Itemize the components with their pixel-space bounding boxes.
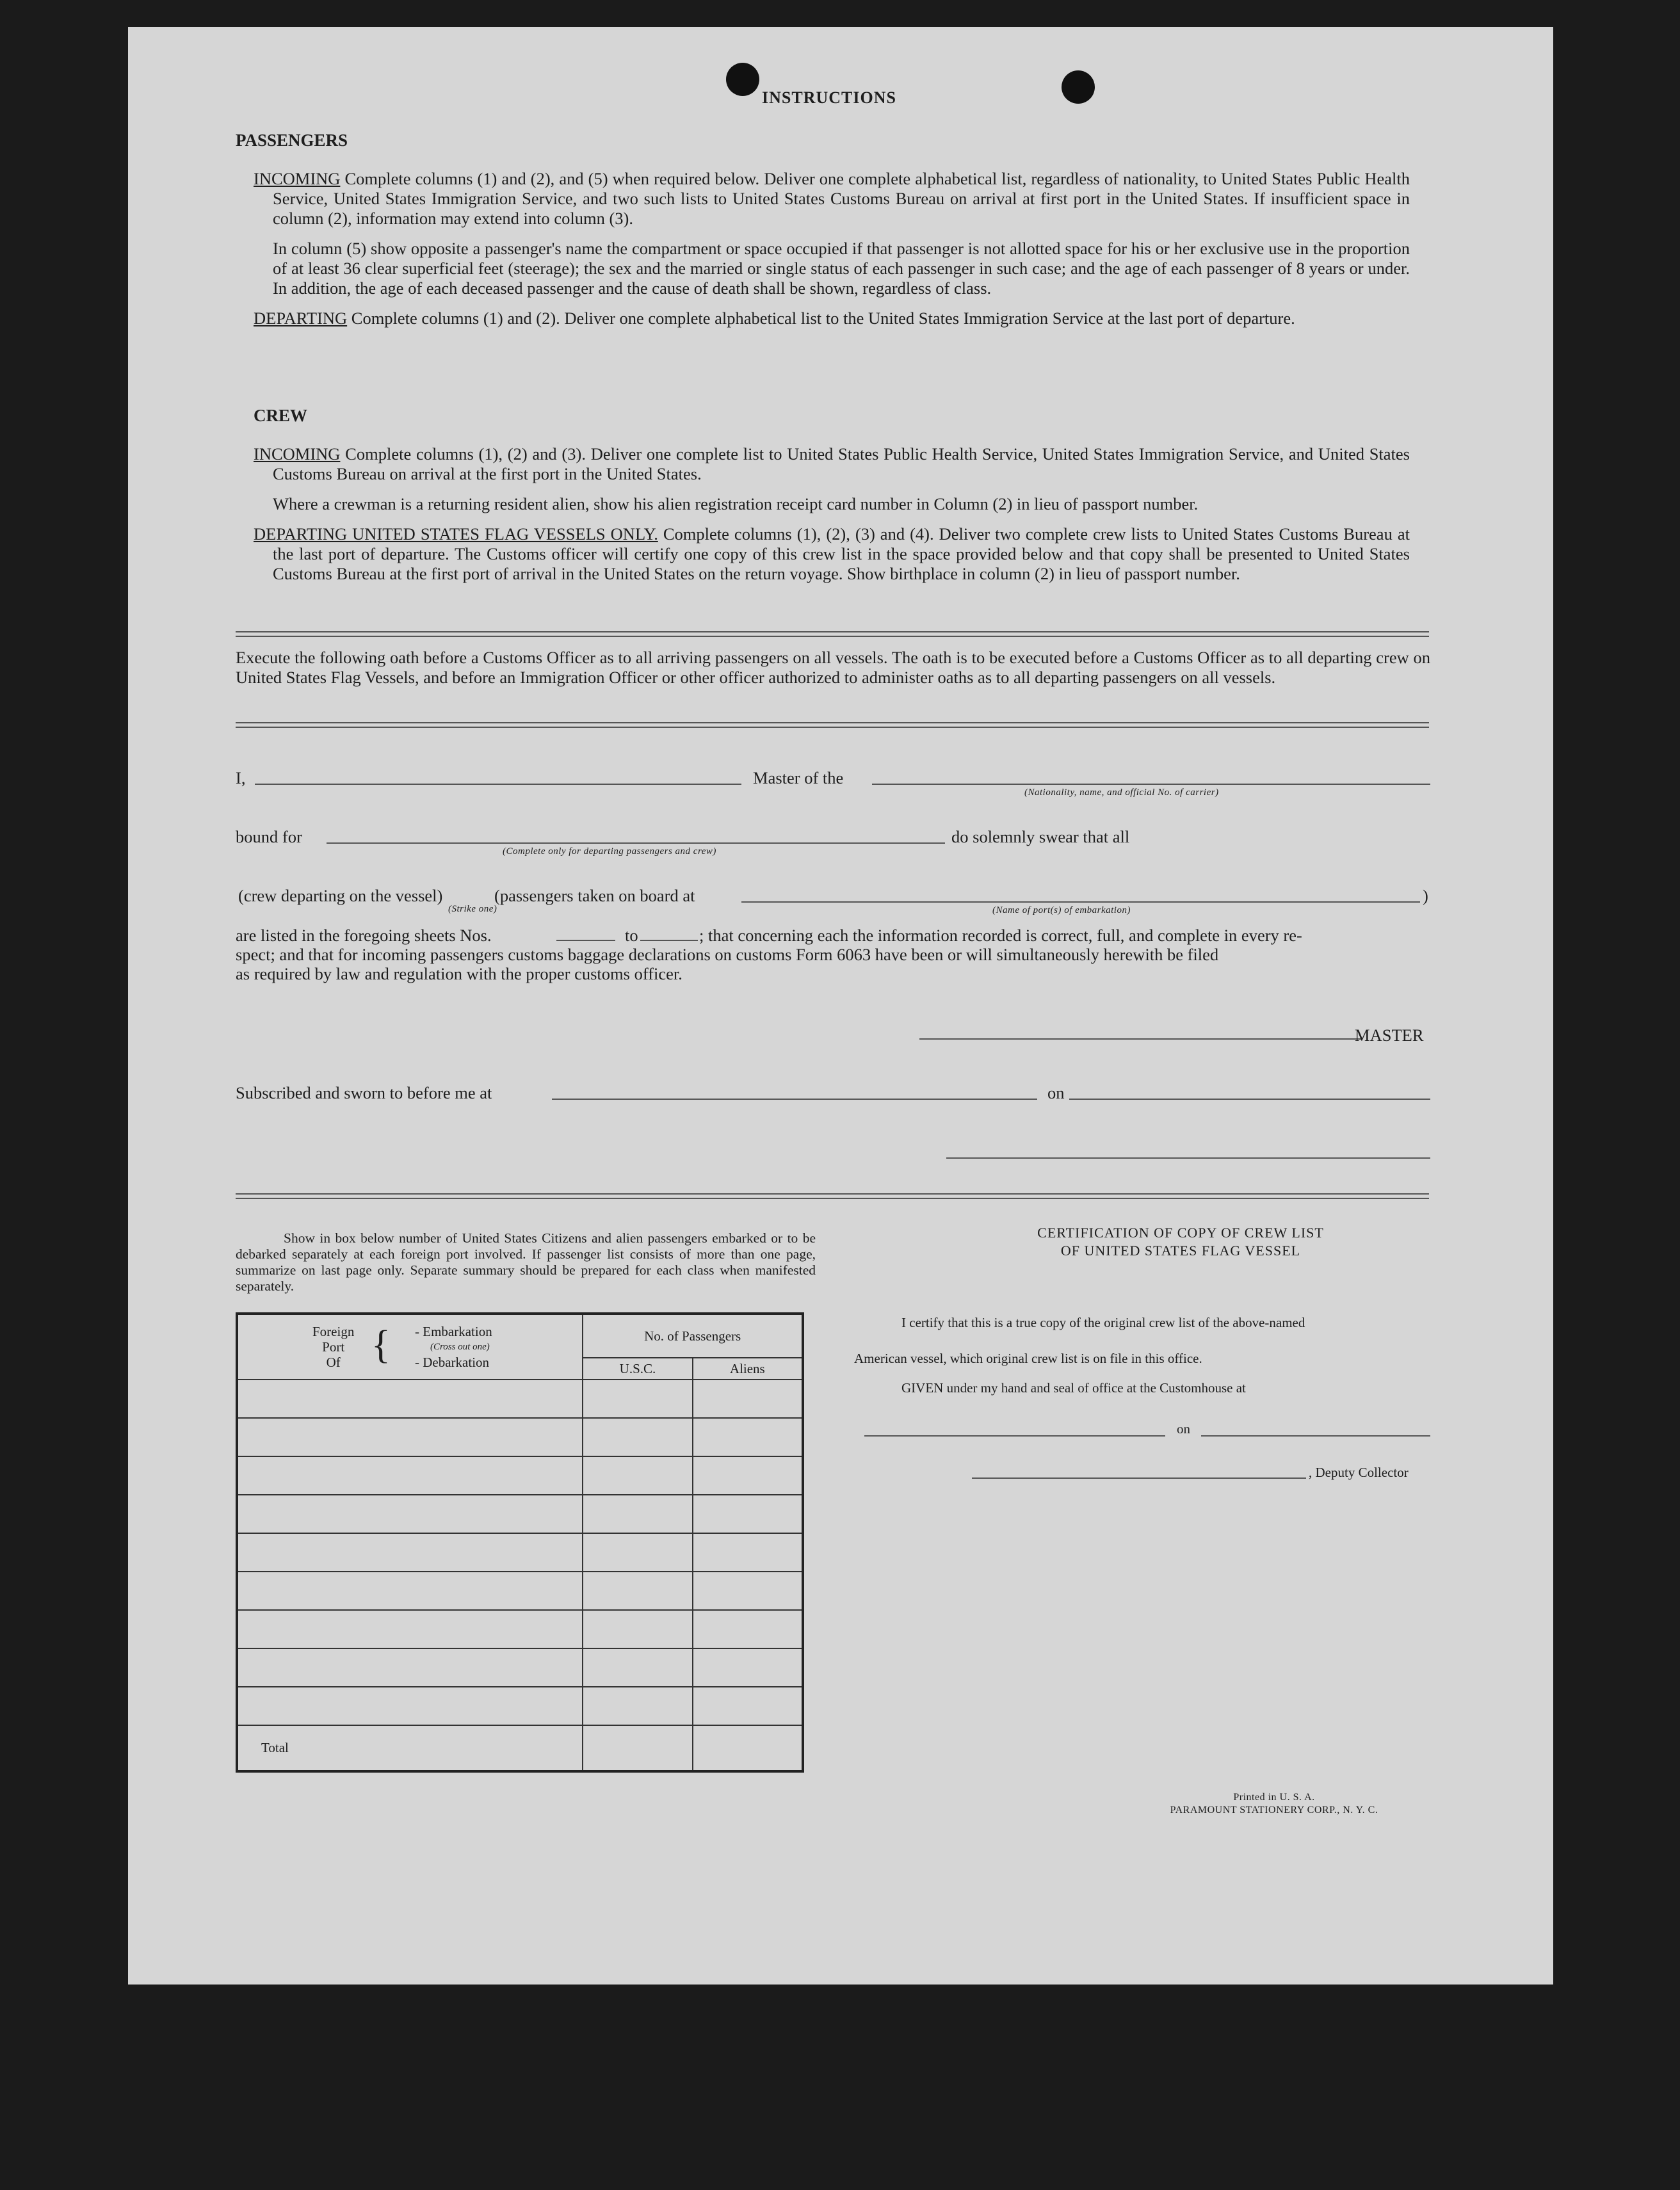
usc-cell[interactable] xyxy=(583,1418,692,1456)
aliens-cell[interactable] xyxy=(693,1572,803,1610)
passengers-departing-label: DEPARTING xyxy=(254,309,348,328)
divider-double-2 xyxy=(236,722,1429,728)
table-row xyxy=(237,1648,803,1687)
sheet-to-field[interactable] xyxy=(640,940,698,941)
column5-paragraph: In column (5) show opposite a passenger's name the compartment or space occupied if that passenger is not allotted space for his or her exclusive use in the proportion of at least 36 clear superficial feet (steerage); the sex and the married or single status of each passenger in such case; and the age of each passenger of 8 years or under. In addition, the age of each deceased passenger and the cause of death shall be shown, regardless of class. xyxy=(273,239,1410,298)
of-word: Of xyxy=(326,1355,341,1370)
table-row xyxy=(237,1495,803,1533)
certification-heading-line1: CERTIFICATION OF COPY OF CREW LIST xyxy=(1037,1225,1324,1241)
oath-text-line3: as required by law and regulation with the proper customs officer. xyxy=(236,964,682,983)
brace-icon: { xyxy=(371,1323,391,1367)
port-cell[interactable] xyxy=(237,1418,583,1456)
table-row xyxy=(237,1687,803,1725)
certification-date-field[interactable] xyxy=(1201,1435,1430,1437)
crew-heading: CREW xyxy=(254,406,308,425)
port-cell[interactable] xyxy=(237,1456,583,1495)
american-vessel-text: American vessel, which original crew list is on file in this office. xyxy=(854,1351,1202,1366)
deputy-collector-signature-field[interactable] xyxy=(972,1477,1306,1479)
crew-resident-paragraph: Where a crewman is a returning resident alien, show his alien registration receipt card number in Column (2) in lieu of passport number. xyxy=(273,494,1199,513)
table-row xyxy=(237,1380,803,1418)
total-aliens-cell[interactable] xyxy=(693,1725,803,1771)
summary-instructions: Show in box below number of United States Citizens and alien passengers embarked or to be debarked separately at each foreign port involved. If passenger list consists of more than one page, summarize on last page only. Separate summary should be prepared for each class when manifested separately. xyxy=(236,1230,816,1294)
usc-cell[interactable] xyxy=(583,1533,692,1572)
crew-departing-label: DEPARTING UNITED STATES FLAG VESSELS ONLY. xyxy=(254,524,658,543)
master-name-field[interactable] xyxy=(255,784,741,785)
bound-for-field[interactable] xyxy=(327,842,945,844)
divider-double-1 xyxy=(236,631,1429,637)
sheet-from-field[interactable] xyxy=(556,940,615,941)
crew-incoming-label: INCOMING xyxy=(254,444,341,463)
master-signature-field[interactable] xyxy=(919,1038,1362,1040)
form-page xyxy=(128,27,1553,1985)
instructions-title: INSTRUCTIONS xyxy=(762,88,896,107)
punch-hole-right xyxy=(1062,70,1095,104)
debarkation-option: - Debarkation xyxy=(415,1355,490,1370)
foreign-word: Foreign xyxy=(312,1324,355,1339)
port-cell[interactable] xyxy=(237,1610,583,1648)
certify-text: I certify that this is a true copy of the original crew list of the above-named xyxy=(901,1315,1305,1330)
sworn-on-label: on xyxy=(1047,1083,1065,1102)
carrier-caption: (Nationality, name, and official No. of carrier) xyxy=(1024,787,1219,798)
passengers-taken-option: (passengers taken on board at xyxy=(494,886,695,905)
aliens-cell[interactable] xyxy=(693,1610,803,1648)
subscribed-label: Subscribed and sworn to before me at xyxy=(236,1083,492,1102)
certification-on-label: on xyxy=(1177,1421,1190,1437)
aliens-cell[interactable] xyxy=(693,1418,803,1456)
total-row xyxy=(237,1725,803,1771)
printed-in-usa: Printed in U. S. A. xyxy=(1233,1792,1315,1803)
strike-one-caption: (Strike one) xyxy=(448,904,497,914)
table-row xyxy=(237,1533,803,1572)
port-cell[interactable] xyxy=(237,1495,583,1533)
certification-heading-line2: OF UNITED STATES FLAG VESSEL xyxy=(1060,1243,1301,1259)
port-cell[interactable] xyxy=(237,1648,583,1687)
passengers-heading: PASSENGERS xyxy=(236,131,348,150)
bound-for-label: bound for xyxy=(236,827,302,846)
oath-i-label: I, xyxy=(236,768,246,787)
total-label: Total xyxy=(237,1725,583,1771)
aliens-cell[interactable] xyxy=(693,1687,803,1725)
passengers-incoming-paragraph xyxy=(254,169,1410,229)
aliens-cell[interactable] xyxy=(693,1495,803,1533)
given-text: GIVEN under my hand and seal of office at the Customhouse at xyxy=(901,1380,1246,1396)
customhouse-field[interactable] xyxy=(864,1435,1165,1437)
table-row xyxy=(237,1456,803,1495)
sworn-date-field[interactable] xyxy=(1069,1099,1430,1100)
divider-double-3 xyxy=(236,1193,1429,1199)
crew-incoming-text: Complete columns (1), (2) and (3). Deliver one complete list to United States Public Health Service, United States Immigration Service, and United States Customs Bureau on arrival at the first port in the United States. xyxy=(273,444,1410,483)
passengers-incoming-label: INCOMING xyxy=(254,169,341,188)
embark-debark-options xyxy=(415,1324,492,1370)
master-label: MASTER xyxy=(1355,1026,1424,1045)
master-of-the-label: Master of the xyxy=(753,768,844,787)
usc-cell[interactable] xyxy=(583,1572,692,1610)
aliens-cell[interactable] xyxy=(693,1380,803,1418)
oath-intro: Execute the following oath before a Customs Officer as to all arriving passengers on all vessels. The oath is to be executed before a Customs Officer as to all departing crew on United States Flag Vessels, and before an Immigration Officer or other officer authorized to administer oaths as to all departing passengers on all vessels. xyxy=(236,648,1430,687)
ports-field[interactable] xyxy=(741,901,1420,903)
swear-label: do solemnly swear that all xyxy=(951,827,1130,846)
usc-cell[interactable] xyxy=(583,1687,692,1725)
sheets-to-label: to xyxy=(625,926,638,945)
sheets-label: are listed in the foregoing sheets Nos. xyxy=(236,926,492,945)
bound-for-caption: (Complete only for departing passengers and crew) xyxy=(503,846,716,857)
sworn-place-field[interactable] xyxy=(552,1099,1037,1100)
port-cell[interactable] xyxy=(237,1687,583,1725)
passengers-instructions xyxy=(254,169,1410,328)
crew-departing-paragraph xyxy=(254,524,1410,584)
usc-cell[interactable] xyxy=(583,1610,692,1648)
table-header-row xyxy=(237,1314,803,1358)
close-paren: ) xyxy=(1423,886,1428,905)
total-usc-cell[interactable] xyxy=(583,1725,692,1771)
oath-text-line1: ; that concerning each the information recorded is correct, full, and complete in every re- xyxy=(699,926,1302,945)
deputy-collector-label: , Deputy Collector xyxy=(1309,1465,1409,1480)
foreign-port-label xyxy=(312,1324,354,1370)
printer-name: PARAMOUNT STATIONERY CORP., N. Y. C. xyxy=(1170,1805,1378,1816)
crew-departing-text: Complete columns (1), (2), (3) and (4). Deliver two complete crew lists to United States Customs Bureau at the last port of departure. The Customs officer will certify one copy of this crew list in the space provided below and that copy shall be presented to United States Customs Bureau at the first port of arrival in the United States on the return voyage. Show birthplace in column (2) in lieu of passport number. xyxy=(273,524,1410,583)
usc-header: U.S.C. xyxy=(583,1358,692,1380)
port-cell[interactable] xyxy=(237,1572,583,1610)
table-row xyxy=(237,1572,803,1610)
passenger-summary-table xyxy=(236,1312,804,1773)
aliens-cell[interactable] xyxy=(693,1648,803,1687)
usc-cell[interactable] xyxy=(583,1380,692,1418)
crew-instructions xyxy=(254,444,1410,584)
passengers-incoming-text: Complete columns (1) and (2), and (5) when required below. Deliver one complete alphabetical list, regardless of nationality, to United States Public Health Service, United States Immigration Service, and two such lists to United States Customs Bureau on arrival at first port in the United States. If insufficient space in column (2), information may extend into column (3). xyxy=(273,169,1410,228)
cross-out-note: (Cross out one) xyxy=(430,1342,490,1352)
certification-heading xyxy=(950,1224,1411,1260)
port-word: Port xyxy=(322,1339,345,1355)
usc-cell[interactable] xyxy=(583,1456,692,1495)
port-cell[interactable] xyxy=(237,1380,583,1418)
aliens-header: Aliens xyxy=(693,1358,803,1380)
aliens-cell[interactable] xyxy=(693,1533,803,1572)
carrier-field[interactable] xyxy=(872,784,1430,785)
punch-hole-left xyxy=(726,63,759,96)
port-cell[interactable] xyxy=(237,1533,583,1572)
aliens-cell[interactable] xyxy=(693,1456,803,1495)
oath-text-line2: spect; and that for incoming passengers customs baggage declarations on customs Form 6063 have been or will simultaneously herewith be filed xyxy=(236,945,1219,964)
port-header-cell xyxy=(237,1314,583,1380)
table-row xyxy=(237,1418,803,1456)
usc-cell[interactable] xyxy=(583,1648,692,1687)
officer-signature-field[interactable] xyxy=(946,1157,1430,1159)
ports-caption: (Name of port(s) of embarkation) xyxy=(992,905,1131,915)
printer-imprint xyxy=(1140,1791,1409,1817)
crew-incoming-paragraph xyxy=(254,444,1410,484)
passengers-departing-text: Complete columns (1) and (2). Deliver one complete alphabetical list to the United States Immigration Service at the last port of departure. xyxy=(347,309,1295,328)
crew-departing-option: (crew departing on the vessel) xyxy=(238,886,443,905)
usc-cell[interactable] xyxy=(583,1495,692,1533)
embarkation-option: - Embarkation xyxy=(415,1324,492,1339)
no-of-passengers-header: No. of Passengers xyxy=(583,1314,803,1358)
passengers-departing-paragraph xyxy=(254,309,1410,328)
table-row xyxy=(237,1610,803,1648)
